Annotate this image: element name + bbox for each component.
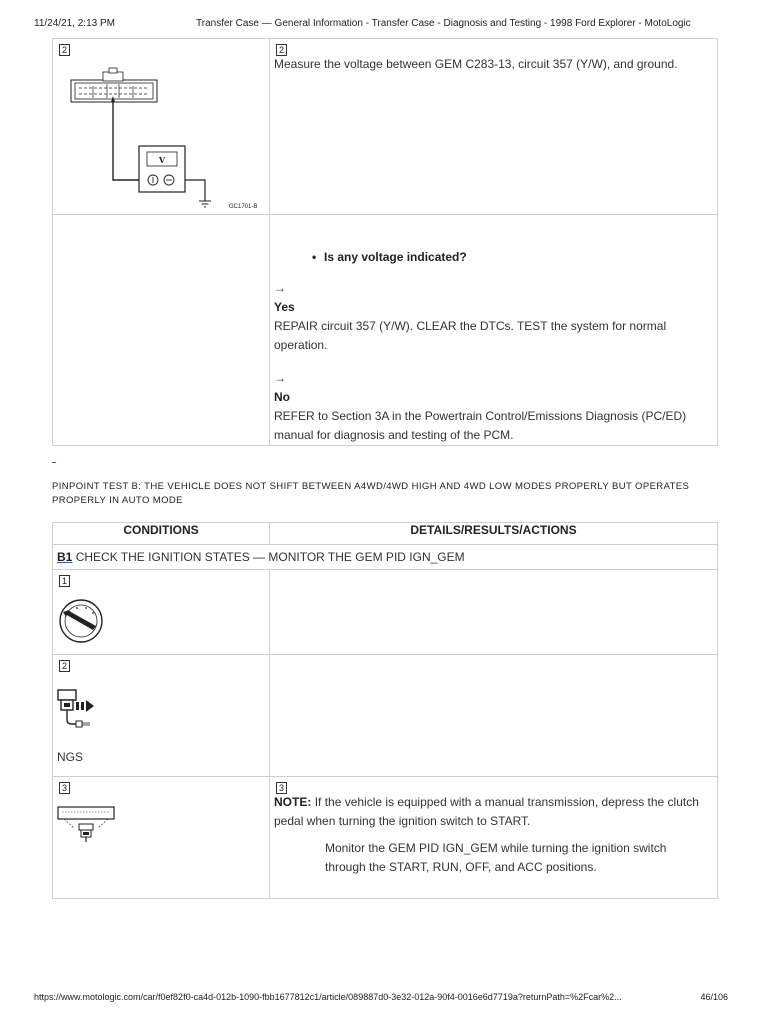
table-row: [53, 655, 718, 777]
table-row: [53, 215, 718, 446]
table-row: [53, 570, 718, 655]
page-title: Transfer Case — General Information - Transfer Case - Diagnosis and Testing - 1998 Ford Explorer - MotoLogic: [196, 18, 691, 29]
meter-display-label: V: [158, 155, 166, 165]
table-row: [53, 777, 718, 899]
voltmeter-connector-diagram: [53, 58, 269, 208]
arrow-glyph: →: [274, 281, 286, 295]
section-id-link[interactable]: B1: [57, 550, 73, 564]
page-url: https://www.motologic.com/car/f0ef82f0-ca4d-012b-1090-fbb1677812c1/article/089887d0-3e32-012a-90f4-0016e6d7719a?returnPath=%2Fcar%2...: [34, 992, 622, 1002]
step-number-box: 3: [276, 782, 287, 794]
note-paragraph: [270, 793, 717, 831]
details-cell: [270, 655, 718, 777]
monitor-instruction: Monitor the GEM PID IGN_GEM while turning the ignition switch through the START, RUN, OFF, and ACC positions.: [325, 841, 667, 874]
page-number: 46/106: [700, 992, 728, 1002]
conditions-cell: [53, 215, 270, 446]
anchor-link[interactable]: [52, 462, 56, 463]
ngs-tester-icon: [56, 686, 116, 738]
measurement-instruction: Measure the voltage between GEM C283-13, circuit 357 (Y/W), and ground.: [274, 57, 678, 71]
table-row: [53, 39, 718, 215]
ngs-label: NGS: [57, 750, 84, 764]
step-number-box: 2: [59, 44, 70, 56]
details-header: DETAILS/RESULTS/ACTIONS: [270, 523, 718, 545]
section-row: [53, 545, 718, 570]
pinpoint-test-table: [52, 522, 718, 899]
question-item: • Is any voltage indicated?: [312, 250, 467, 264]
note-text: If the vehicle is equipped with a manual transmission, depress the clutch pedal when turning the ignition switch to START.: [274, 795, 699, 828]
no-label: No: [274, 390, 290, 404]
table-header-row: [53, 523, 718, 545]
connector-probe-icon: [56, 804, 126, 844]
conditions-cell: [53, 570, 270, 655]
note-label: NOTE:: [274, 795, 312, 809]
step-number-box: 2: [276, 44, 287, 56]
step-number-box: 1: [59, 575, 70, 587]
conditions-header: CONDITIONS: [53, 523, 270, 545]
details-cell: [270, 215, 718, 446]
conditions-cell: [53, 777, 270, 899]
arrow-glyph: →: [274, 371, 286, 385]
diagram-reference-label: GC1701-B: [229, 204, 258, 208]
details-cell: [270, 570, 718, 655]
yes-label: Yes: [274, 300, 295, 314]
pinpoint-test-title: PINPOINT TEST B: THE VEHICLE DOES NOT SHIFT BETWEEN A4WD/4WD HIGH AND 4WD LOW MODES PROPERLY BUT OPERATES PROPERLY IN AUTO MODE: [52, 481, 690, 506]
conditions-cell: [53, 655, 270, 777]
step-number-box: 3: [59, 782, 70, 794]
ignition-switch-icon: [56, 595, 116, 645]
details-cell: [270, 39, 718, 215]
details-cell: [270, 777, 718, 899]
question-text: Is any voltage indicated?: [324, 250, 467, 264]
conditions-cell: [53, 39, 270, 215]
test-step-table-continued: [52, 38, 718, 446]
yes-action: REPAIR circuit 357 (Y/W). CLEAR the DTCs. TEST the system for normal operation.: [274, 319, 667, 352]
no-action: REFER to Section 3A in the Powertrain Control/Emissions Diagnosis (PC/ED) manual for diagnosis and testing of the PCM.: [274, 409, 687, 442]
section-cell: [53, 545, 718, 570]
step-number-box: 2: [59, 660, 70, 672]
print-datetime: 11/24/21, 2:13 PM: [34, 18, 115, 29]
section-title: CHECK THE IGNITION STATES — MONITOR THE GEM PID IGN_GEM: [75, 550, 465, 564]
